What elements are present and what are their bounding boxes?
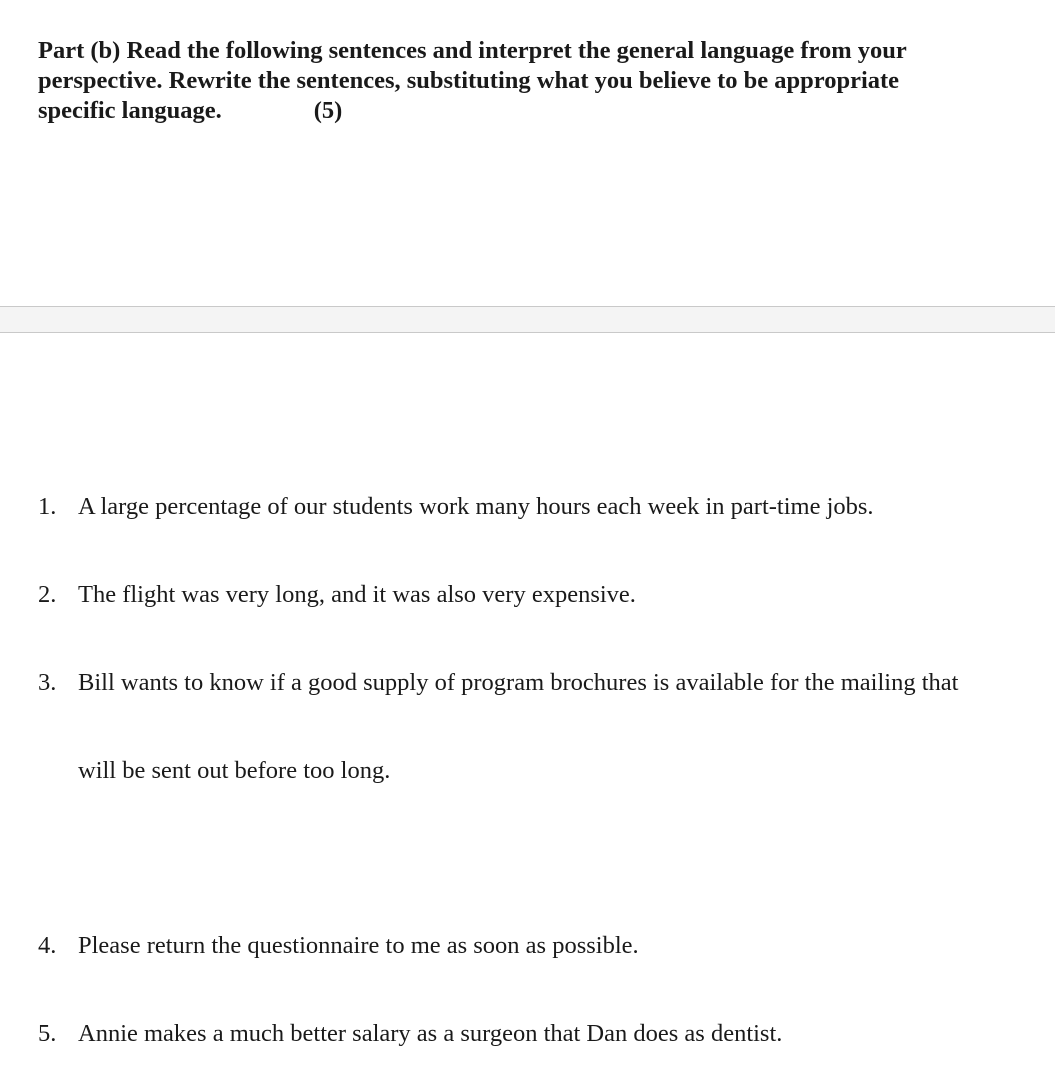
heading-line-2: perspective. Rewrite the sentences, substituting what you believe to be appropriate (38, 67, 900, 94)
list-item-number: 1. (38, 493, 57, 520)
list-item-number: 3. (38, 669, 57, 696)
list-item-text: The flight was very long, and it was also very expensive. (78, 581, 636, 608)
list-item-text: Annie makes a much better salary as a surgeon that Dan does as dentist. (78, 1020, 783, 1047)
list-item-number: 5. (38, 1020, 57, 1047)
list-item-text: Bill wants to know if a good supply of program brochures is available for the mailing that (78, 669, 959, 696)
heading-line-3-text: specific language. (38, 97, 222, 124)
section-divider (0, 306, 1055, 333)
list-item-text: Please return the questionnaire to me as soon as possible. (78, 932, 639, 959)
marks-label: (5) (313, 97, 343, 124)
list-item-3-continuation: will be sent out before too long. (78, 757, 391, 784)
list-item-5 (38, 1019, 782, 1049)
list-item-1 (38, 492, 874, 522)
list-item-text: A large percentage of our students work many hours each week in part-time jobs. (78, 493, 874, 520)
list-item-2 (38, 580, 636, 610)
list-item-number: 2. (38, 581, 57, 608)
question-heading (38, 36, 1028, 126)
list-item-4 (38, 931, 639, 961)
heading-line-1: Part (b) Read the following sentences and interpret the general language from your (38, 37, 907, 64)
list-item-number: 4. (38, 932, 57, 959)
list-item-3 (38, 668, 958, 698)
heading-line-3 (38, 96, 1028, 126)
